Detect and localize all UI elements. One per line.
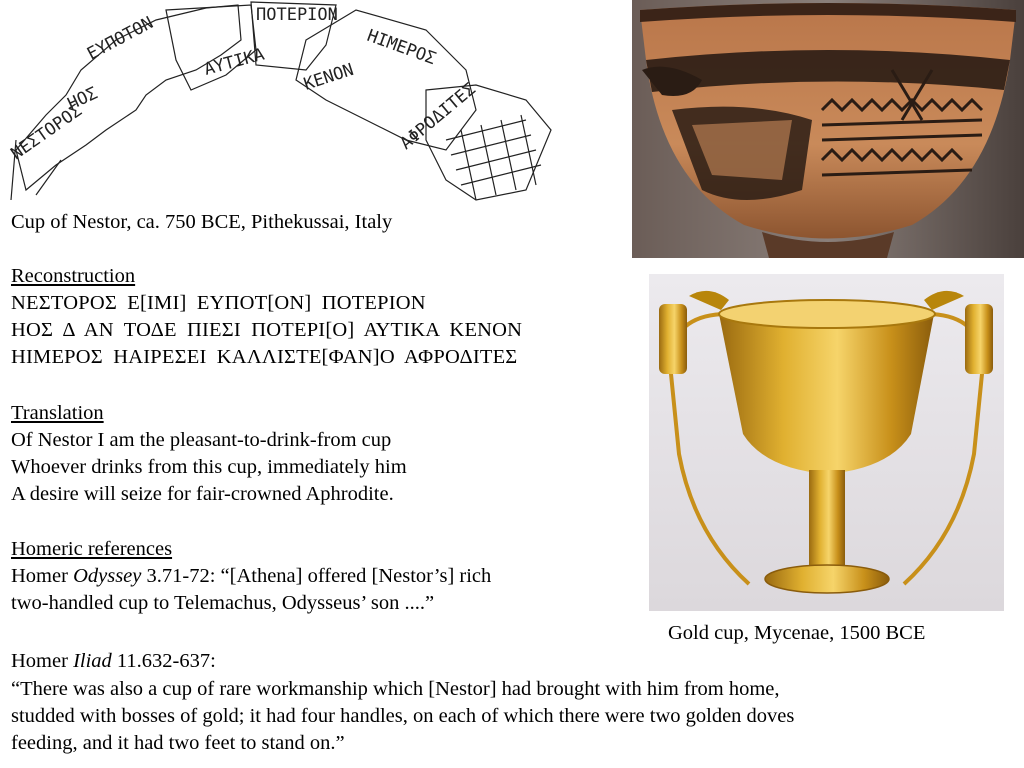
inscription-line-3: ΠΟΤΕΡΙΟΝ [256,5,338,25]
inscription-line-1: ΝΕΣΤΟΡΟΣ [7,100,86,165]
odyssey-title: Odyssey [73,565,142,587]
odyssey-reference [11,563,491,590]
nestor-caption: Cup of Nestor, ca. 750 BCE, Pithekussai, Italy [11,211,393,233]
odyssey-prefix: Homer [11,565,74,587]
reconstruction-line-3: ΗΙΜΕΡΟΣ ΗΑΙΡΕΣΕΙ ΚΑΛΛΙΣΤΕ[ΦΑΝ]Ο ΑΦΡΟΔΙΤΕΣ [11,346,518,368]
gold-cup-caption: Gold cup, Mycenae, 1500 BCE [668,622,926,644]
reconstruction-heading: Reconstruction [11,265,136,287]
iliad-title: Iliad [73,650,112,672]
inscription-line-2: ΕΥΠΟΤΟΝ [83,13,157,65]
translation-heading: Translation [11,402,104,424]
inscription-line-6: ΚΕΝΟΝ [301,59,357,95]
homeric-heading: Homeric references [11,538,173,560]
odyssey-line-2: two-handled cup to Telemachus, Odysseus’ son ....” [11,592,435,614]
reconstruction-line-2: ΗΟΣ Δ ΑΝ ΤΟΔΕ ΠΙΕΣΙ ΠΟΤΕΡΙ[Ο] ΑΥΤΙΚΑ ΚΕΝΟΝ [11,319,523,341]
iliad-quote [11,676,1011,757]
iliad-reference [11,648,216,675]
translation-line-2: Whoever drinks from this cup, immediately him [11,456,407,478]
iliad-quote-line-3: feeding, and it had two feet to stand on.” [11,732,345,754]
iliad-ref: 11.632-637: [111,650,216,672]
iliad-prefix: Homer [11,650,74,672]
inscription-line-4: ΗΟΣ [64,83,101,115]
iliad-quote-line-2: studded with bosses of gold; it had four handles, on each of which there were two golden doves [11,705,795,727]
gold-cup-photo [649,274,1004,611]
iliad-quote-line-1: “There was also a cup of rare workmanship which [Nestor] had brought with him from home, [11,678,780,700]
inscription-line-7: ΗΙΜΕΡΟΣ [364,25,439,70]
odyssey-ref: 3.71-72: “[Athena] offered [Nestor’s] rich [141,565,492,587]
inscription-drawing [6,0,554,206]
translation-line-3: A desire will seize for fair-crowned Aphrodite. [11,483,394,505]
inscription-line-5: ΑΥΤΙΚΑ [202,44,267,80]
translation-line-1: Of Nestor I am the pleasant-to-drink-from cup [11,429,392,451]
inscription-line-8: ΑΦΡΟΔΙΤΕΣ [396,79,480,154]
reconstruction-line-1: ΝΕΣΤΟΡΟΣ Ε[ΙΜΙ] ΕΥΠΟΤ[ΟΝ] ΠΟΤΕΡΙΟΝ [11,292,426,314]
nestor-cup-photo [632,0,1024,258]
